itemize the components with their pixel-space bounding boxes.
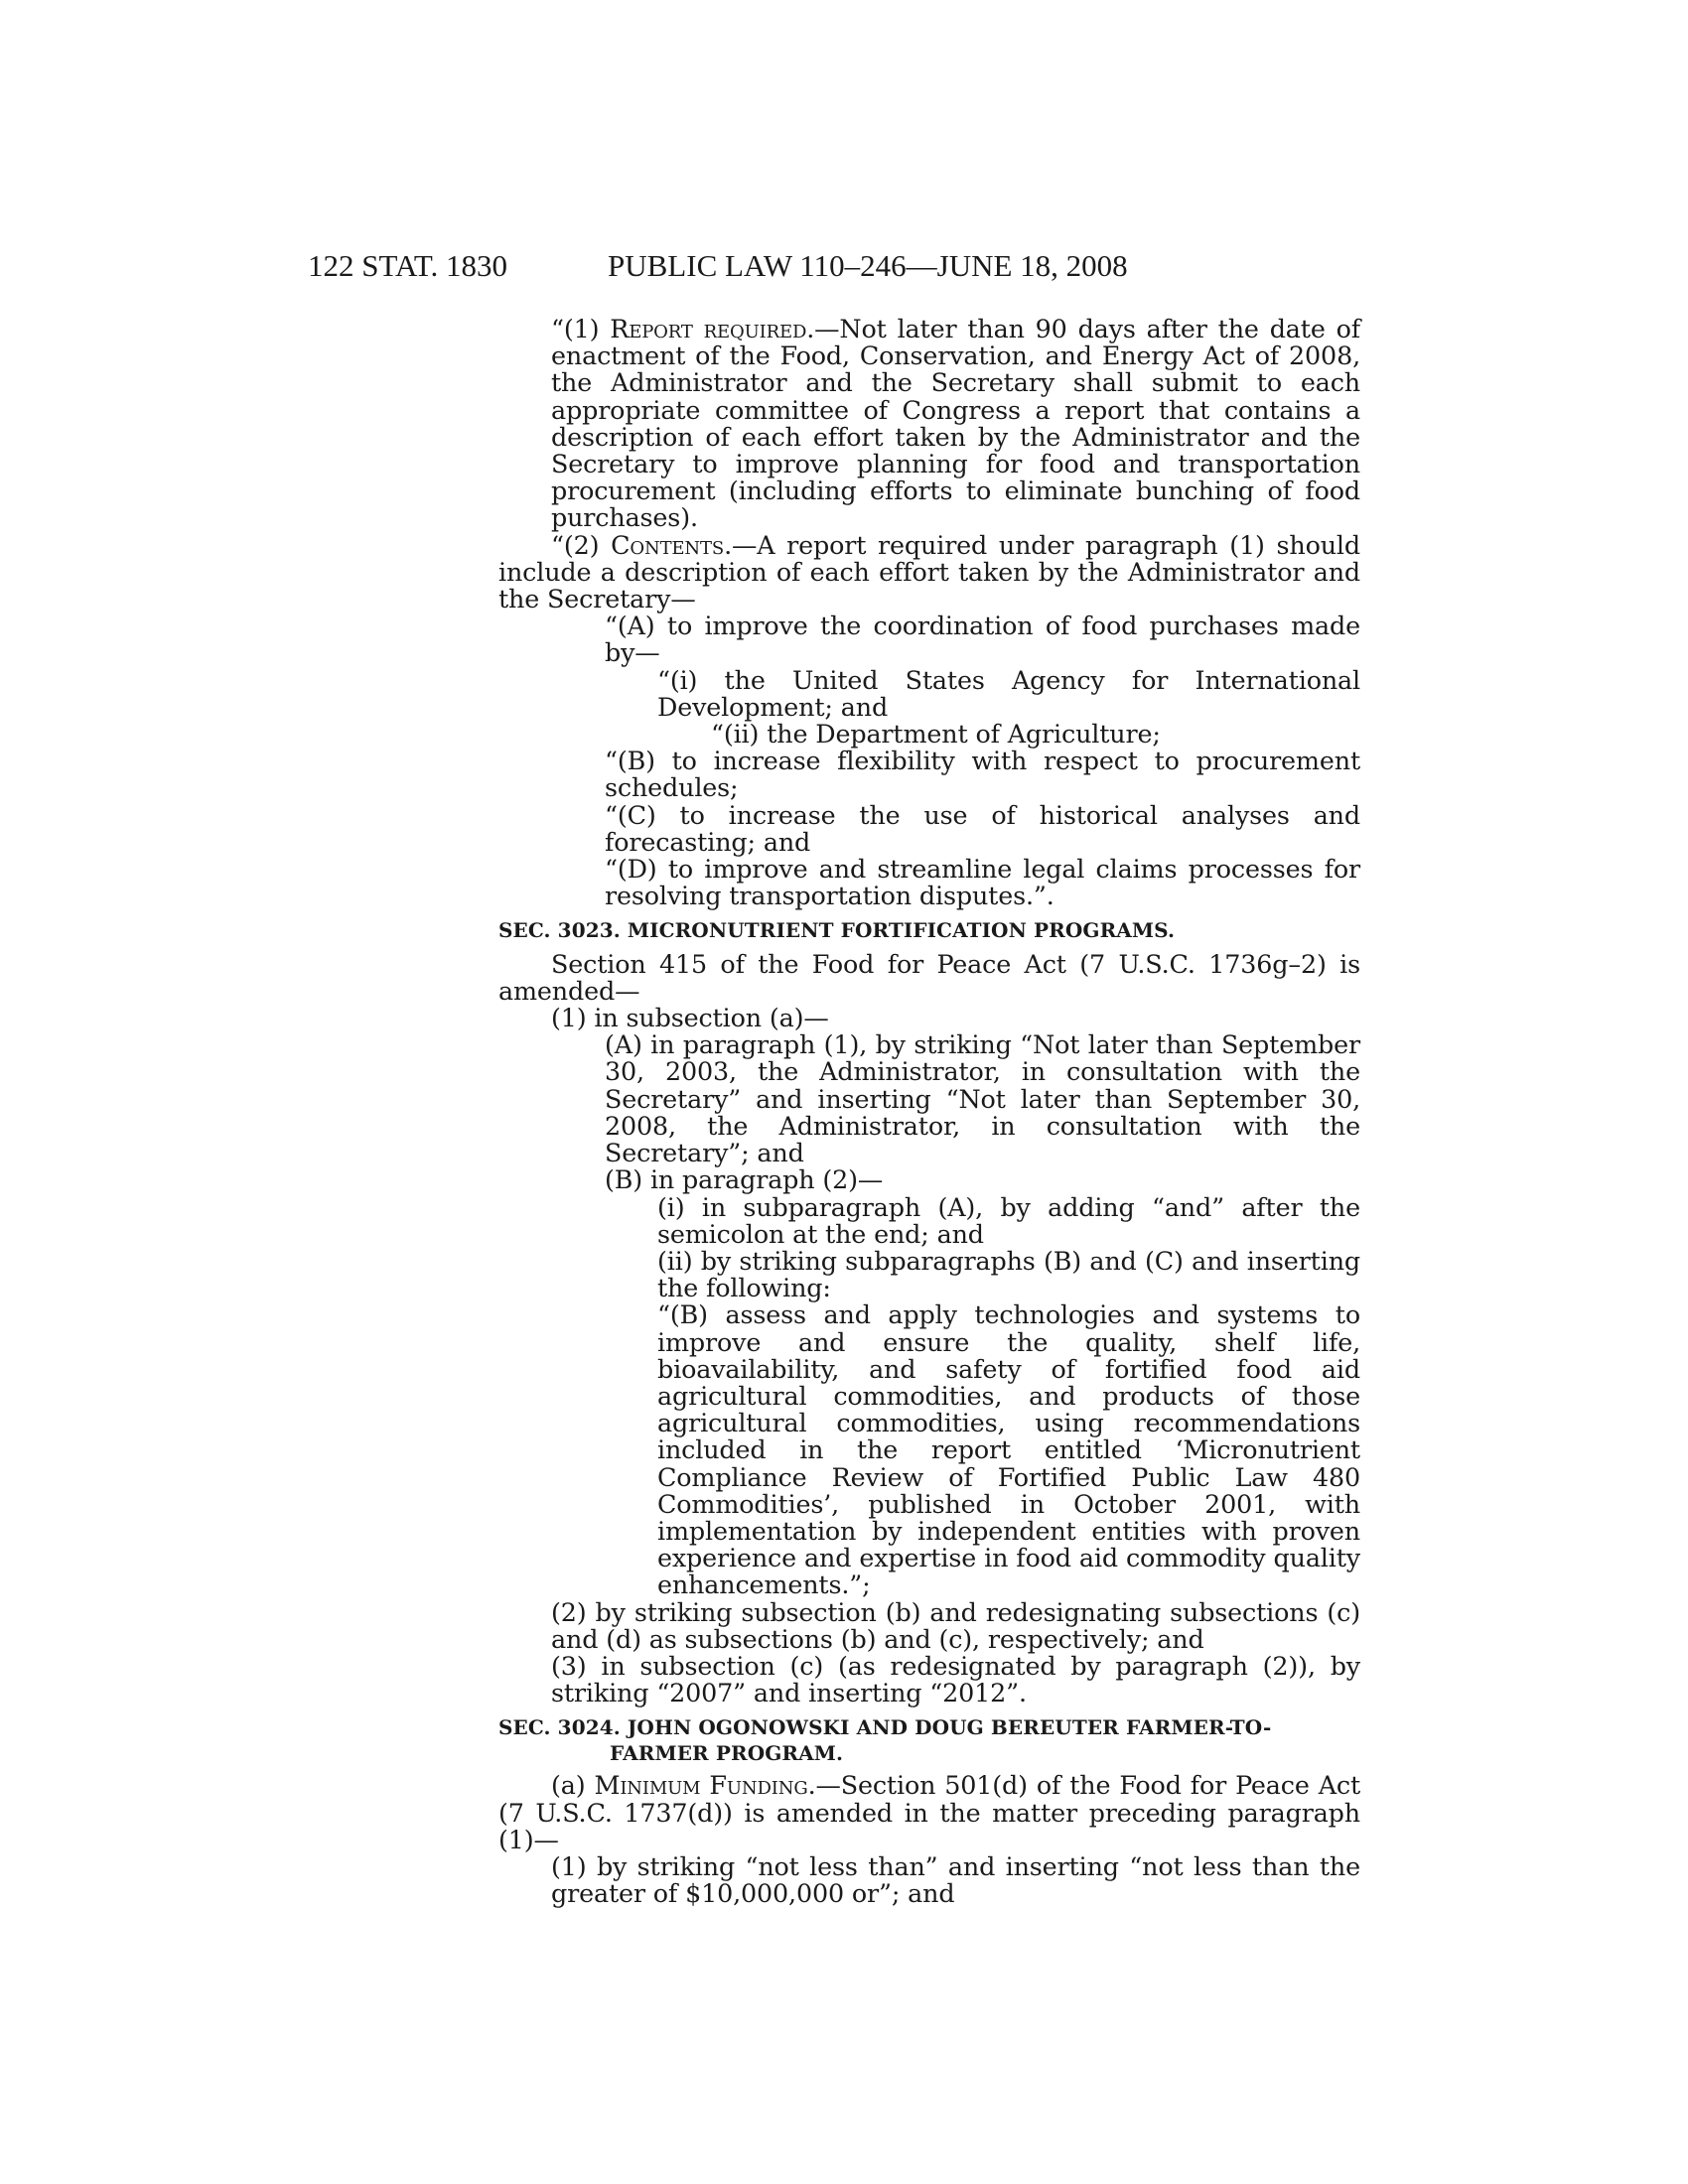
paragraph-text: .—Not later than 90 days after the date of enactment of the Food, Conservation, and Energy Act of 2008, the Administrator and the Secretary shall submit to each appropriate committee of Congress a report that contains a description of each effort taken by the Administrator and the Secretary to improve planning for food and transportation procurement (including efforts to eliminate bunching of food purchases).	[551, 314, 1360, 533]
amendment-1-b-i: (i) in subparagraph (A), by adding “and” after the semicolon at the end; and	[657, 1191, 1360, 1249]
amendment-1-a: (A) in paragraph (1), by striking “Not later than September 30, 2003, the Administrator, in consultation with the Secretary” and inserting “Not later than September 30, 2008, the Administrator, in consultation with the Secretary”; and	[605, 1029, 1360, 1168]
amendment-2: (2) by striking subsection (b) and redesignating subsections (c) and (d) as subsections (b) and (c), respectively; and	[551, 1596, 1360, 1654]
paragraph-text: .—A report required under paragraph (1) should include a description of each effort taken by the Administrator and the Secretary—	[498, 529, 1360, 614]
paragraph-heading: Contents	[611, 529, 725, 560]
subsection-a-minimum-funding	[498, 1772, 1360, 1853]
amendment-1: (1) in subsection (a)—	[551, 1003, 829, 1033]
minimum-funding-amendment-1: (1) by striking “not less than” and inserting “not less than the greater of $10,000,000 or”; and	[551, 1850, 1360, 1909]
paragraph-report-required	[498, 316, 1360, 532]
paragraph-label: “(1)	[551, 314, 611, 343]
document-body	[498, 316, 1360, 1907]
subparagraph-a: “(A) to improve the coordination of food purchases made by—	[605, 611, 1360, 668]
paragraph-label: “(2)	[551, 529, 612, 560]
clause-ii: “(ii) the Department of Agriculture;	[711, 719, 1161, 750]
running-title: PUBLIC LAW 110–246—JUNE 18, 2008	[608, 248, 1128, 283]
amendment-1-b-ii: (ii) by striking subparagraphs (B) and (C) and inserting the following:	[657, 1245, 1360, 1303]
clause-i: “(i) the United States Agency for International Development; and	[657, 664, 1360, 722]
subparagraph-d: “(D) to improve and streamline legal claims processes for resolving transportation disputes.”.	[605, 854, 1360, 911]
amendment-1-b: (B) in paragraph (2)—	[605, 1164, 884, 1195]
amendment-3: (3) in subsection (c) (as redesignated by paragraph (2)), by striking “2007” and inserting “2012”.	[551, 1650, 1360, 1708]
subparagraph-b: “(B) to increase flexibility with respect to procurement schedules;	[605, 746, 1360, 803]
subparagraph-c: “(C) to increase the use of historical analyses and forecasting; and	[605, 799, 1360, 857]
subsection-text: .—Section 501(d) of the Food for Peace Act (7 U.S.C. 1737(d)) is amended in the matter preceding paragraph (1)—	[498, 1770, 1361, 1854]
paragraph-heading: Report required	[610, 314, 807, 343]
inserted-subparagraph-b: “(B) assess and apply technologies and systems to improve and ensure the quality, shelf life, bioavailability, and safety of fortified food aid agricultural commodities, and products of those agricultural commodities, using recommendations included in the report entitled ‘Micronutrient Compliance Review of Fortified Public Law 480 Commodities’, published in October 2001, with implementation by independent entities with proven experience and expertise in food aid commodity quality enhancements.”;	[657, 1299, 1360, 1600]
section-heading-3023: SEC. 3023. MICRONUTRIENT FORTIFICATION PROGRAMS.	[498, 918, 1176, 943]
statute-page-number: 122 STAT. 1830	[308, 248, 508, 283]
section-heading-3024: SEC. 3024. JOHN OGONOWSKI AND DOUG BEREUTER FARMER-TO-FARMER PROGRAM.	[498, 1715, 1272, 1766]
paragraph-contents	[498, 529, 1360, 614]
section-3023-intro: Section 415 of the Food for Peace Act (7 U.S.C. 1736g–2) is amended—	[498, 948, 1360, 1006]
subsection-heading: Minimum Funding	[594, 1770, 808, 1801]
subsection-label: (a)	[551, 1770, 595, 1801]
page-header	[0, 248, 1688, 288]
